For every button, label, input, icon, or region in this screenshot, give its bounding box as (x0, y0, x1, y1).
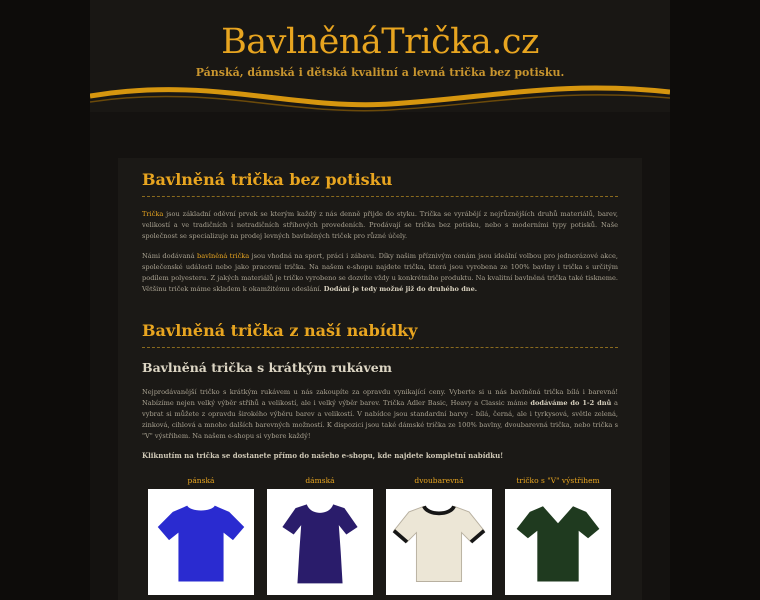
product-gallery (148, 476, 618, 595)
product-image-frame[interactable] (267, 489, 373, 595)
intro-paragraph-1: Trička jsou základní oděvní prvek se kterým každý z nás denně přijde do styku. Trička se vyrábějí z nejrůznějších druhů materiálů, barev, velikostí a ve tradičních i netradičních střihových provedeních. Prodávají se trička bez potisku, nebo s moderními typy potisků. Naše společnost se specializuje na prodej levných bavlněných triček pro různé účely. (142, 210, 618, 240)
tshirt-icon (273, 495, 367, 589)
product-caption[interactable]: pánská (187, 476, 215, 485)
site-subtitle: Pánská, dámská i dětská kvalitní a levná trička bez potisku. (195, 66, 565, 79)
product-panska[interactable] (148, 476, 254, 595)
section-heading-intro: Bavlněná trička bez potisku (142, 170, 618, 197)
eshop-cta-text: Kliknutím na trička se dostanete přímo do našeho e-shopu, kde najdete kompletní nabídku! (142, 451, 504, 460)
tricka-link[interactable]: Trička (142, 210, 164, 218)
offer-paragraph: Nejprodávanější tričko s krátkým rukávem u nás zakoupíte za opravdu vynikající ceny. Vyberte si u nás bavlněná trička bílá i barevná! Nabízíme nejen velký výběr střihů a velikostí, ale i velký výběr barev. Trička Adler Basic, Heavy a Classic máme dodáváme do 1-2 dnů a vybrat si můžete z opravdu širokého výběru barev a velikostí. V nabídce jsou standardní barvy - bílá, černá, ale i tyrkysová, světle zelená, zinková, cihlová a mnoho dalších barevných možností. K dispozici jsou také dámské trička ze 100% bavlny, dvoubarevná trička, nebo trička s "V" výstřihem. Na našem e-shopu si vybere každý! (142, 388, 618, 440)
tshirt-icon (392, 495, 486, 589)
tshirt-icon (511, 495, 605, 589)
main-content (142, 170, 618, 595)
product-image-frame[interactable] (505, 489, 611, 595)
product-image-frame[interactable] (148, 489, 254, 595)
product-damska[interactable] (267, 476, 373, 595)
section-heading-offer: Bavlněná trička z naší nabídky (142, 321, 618, 348)
product-caption[interactable]: tričko s "V" výstřihem (516, 476, 600, 485)
subheading-short-sleeve: Bavlněná trička s krátkým rukávem (142, 360, 392, 375)
product-image-frame[interactable] (386, 489, 492, 595)
product-caption[interactable]: dvoubarevná (414, 476, 464, 485)
product-v-vystrih[interactable] (505, 476, 611, 595)
product-caption[interactable]: dámská (305, 476, 335, 485)
site-title[interactable]: BavlněnáTrička.cz (221, 22, 539, 62)
header-wave-decoration (90, 82, 670, 122)
product-dvoubarevna[interactable] (386, 476, 492, 595)
site-header (90, 0, 670, 112)
intro-paragraph-2: Námi dodávaná bavlněná trička jsou vhodná na sport, práci i zábavu. Díky našim příznivým cenám jsou ideální volbou pro jednorázové akce, společenské události nebo jako pracovní trička. Na našem e-shopu najdete trička, která jsou vyrobena ze 100% bavlny i trička s určitým podílem polyesteru. Z jakých materiálů je tričko vyrobeno se dozvíte vždy u konkrétního produktu. Na kvalitní bavlněná trička také tiskneme. Většinu triček máme skladem k okamžitému odeslání. Dodání je tedy možné již do druhého dne. (142, 252, 618, 293)
tshirt-icon (154, 495, 248, 589)
bavlnena-tricka-link[interactable]: bavlněná trička (196, 252, 250, 260)
